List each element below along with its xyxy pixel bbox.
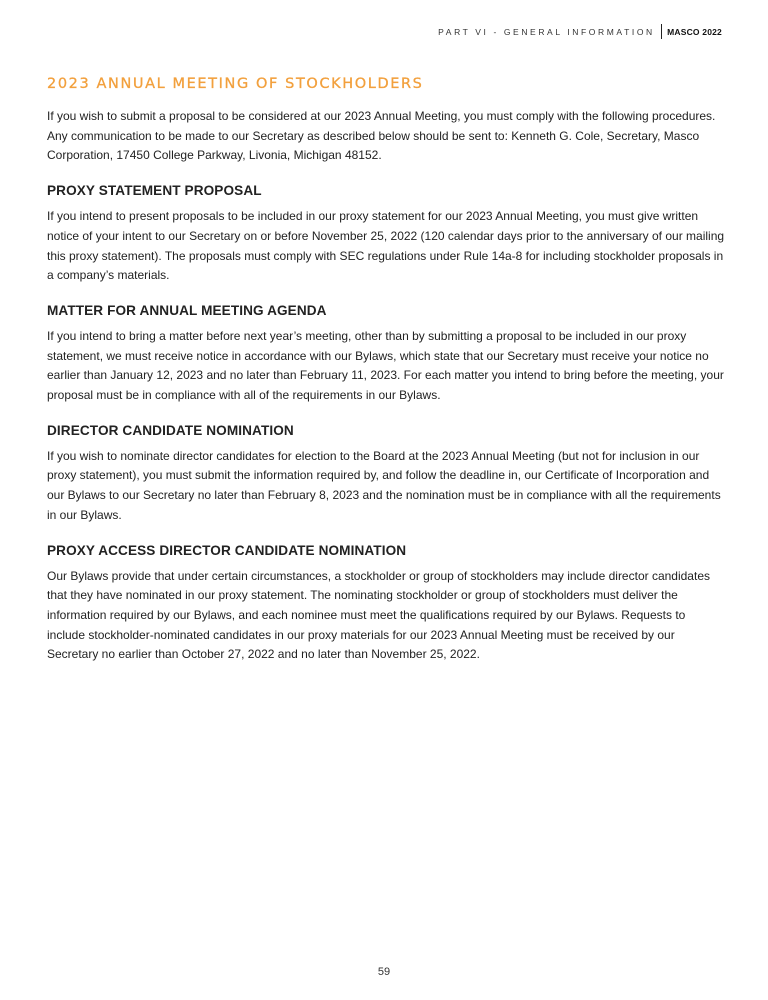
paragraph-proxy-statement-proposal: If you intend to present proposals to be included in our proxy statement for our 2023 Annual Meeting, you must give written notice of your intent to our Secretary on or before November 25, 2022 (120 calendar days prior to the anniversary of our mailing this proxy statement). The proposals must comply with SEC regulations under Rule 14a-8 for including stockholder proposals in a company’s materials. (47, 209, 725, 283)
heading-director-candidate-nomination: DIRECTOR CANDIDATE NOMINATION (47, 422, 294, 438)
document-name: MASCO 2022 (667, 26, 722, 37)
paragraph-matter-for-annual-meeting-agenda: If you intend to bring a matter before next year’s meeting, other than by submitting a proposal to be included in our proxy statement, we must receive notice in accordance with our Bylaws, which state that our Secretary must receive your notice no earlier than January 12, 2023 and no later than February 11, 2023. For each matter you intend to bring before the meeting, your proposal must be in compliance with all of the requirements in our Bylaws. (47, 328, 724, 403)
page-content (47, 75, 725, 665)
page-number: 59 (377, 966, 391, 978)
page-title: 2023 ANNUAL MEETING OF STOCKHOLDERS (47, 76, 424, 92)
heading-proxy-access-director-candidate-nomination: PROXY ACCESS DIRECTOR CANDIDATE NOMINATION (47, 542, 407, 558)
section-label: PART VI - GENERAL INFORMATION (438, 26, 655, 37)
intro-paragraph: If you wish to submit a proposal to be considered at our 2023 Annual Meeting, you must comply with the following procedures. Any communication to be made to our Secretary as described below should be sent to: Kenneth G. Cole, Secretary, Masco Corporation, 17450 College Parkway, Livonia, Michigan 48152. (47, 109, 716, 163)
heading-matter-for-annual-meeting-agenda: MATTER FOR ANNUAL MEETING AGENDA (47, 302, 327, 318)
heading-proxy-statement-proposal: PROXY STATEMENT PROPOSAL (47, 183, 262, 199)
paragraph-proxy-access-director-candidate-nomination: Our Bylaws provide that under certain circumstances, a stockholder or group of stockholders may include director candidates that they have nominated in our proxy statement. The nominating stockholder or group of stockholders must deliver the information required by our Bylaws, and each nominee must meet the qualifications required by our Bylaws. Requests to include stockholder-nominated candidates in our proxy materials for our 2023 Annual Meeting must be received by our Secretary no earlier than October 27, 2022 and no later than November 25, 2022. (47, 568, 710, 662)
header-divider (661, 24, 662, 39)
paragraph-director-candidate-nomination: If you wish to nominate director candidates for election to the Board at the 2023 Annual Meeting (but not for inclusion in our proxy statement), you must submit the information required by, and follow the deadline in, our Certificate of Incorporation and our Bylaws to our Secretary no later than February 8, 2023 and the nomination must be in compliance with all the requirements in our Bylaws. (47, 448, 721, 522)
running-header (438, 24, 722, 39)
